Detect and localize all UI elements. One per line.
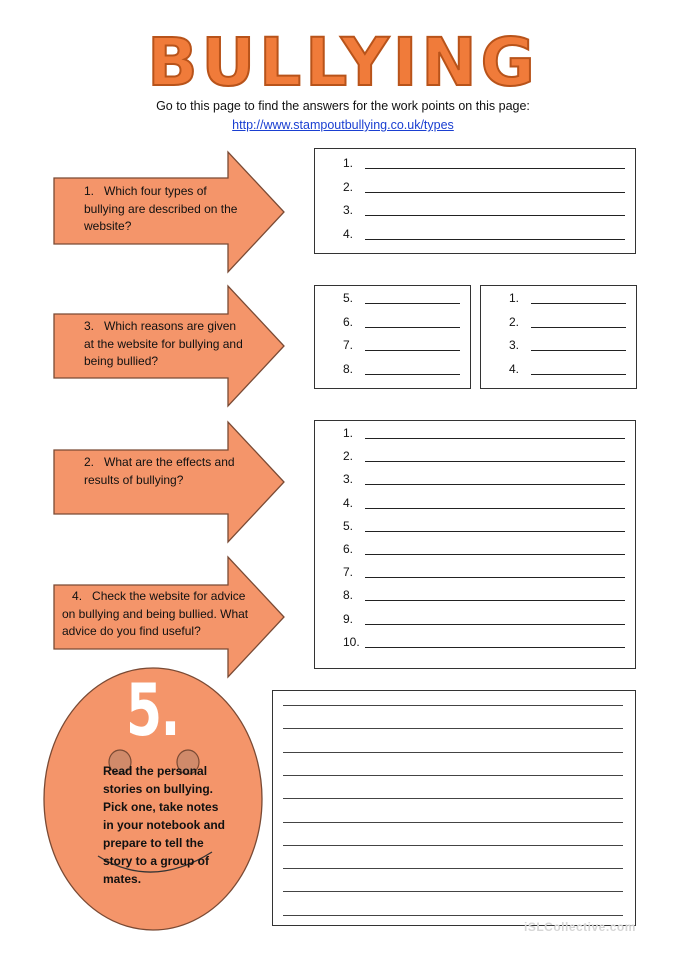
answer-line[interactable]: [509, 362, 626, 378]
link-line: [0, 118, 686, 132]
line-number: 4.: [509, 361, 520, 376]
question-text: Check the website for advice on bullying and being bullied. What advice do you find useful?: [62, 589, 249, 638]
question-2: [84, 454, 244, 489]
worksheet-title: BULLYING: [147, 24, 539, 101]
line-number: 1.: [343, 426, 354, 440]
answer-rule[interactable]: [365, 484, 625, 485]
question-number: 4.: [72, 589, 83, 603]
line-number: 3.: [509, 338, 520, 352]
answer-line[interactable]: [343, 565, 625, 581]
line-number: 6.: [343, 314, 354, 329]
question-number: 1.: [84, 184, 95, 198]
answer-rule[interactable]: [365, 531, 625, 532]
notes-line[interactable]: [283, 705, 623, 706]
instructions-text: Go to this page to find the answers for the work points on this page:: [156, 99, 530, 113]
answer-line[interactable]: [343, 227, 625, 243]
answer-line[interactable]: [343, 426, 625, 442]
notes-line[interactable]: [283, 728, 623, 729]
question-number: 3.: [84, 319, 95, 333]
answer-line[interactable]: [343, 588, 625, 604]
question-4: [62, 588, 252, 641]
line-number: 1.: [509, 291, 520, 305]
notes-line[interactable]: [283, 798, 623, 799]
watermark: iSLCollective.com: [524, 920, 636, 934]
task-5-number: 5.: [126, 668, 179, 752]
answer-line[interactable]: [343, 338, 460, 354]
answer-line[interactable]: [509, 315, 626, 331]
line-number: 10.: [343, 634, 360, 649]
question-number: 2.: [84, 455, 95, 469]
notes-line[interactable]: [283, 891, 623, 892]
answer-rule[interactable]: [531, 327, 626, 328]
answer-line[interactable]: [343, 519, 625, 535]
notes-line[interactable]: [283, 915, 623, 916]
answer-line[interactable]: [343, 542, 625, 558]
answer-line[interactable]: [343, 449, 625, 465]
answer-line[interactable]: [343, 472, 625, 488]
answer-rule[interactable]: [365, 577, 625, 578]
question-text: What are the effects and results of bullying?: [84, 455, 235, 487]
line-number: 3.: [343, 472, 354, 487]
answer-line[interactable]: [509, 291, 626, 307]
answer-line[interactable]: [343, 496, 625, 512]
line-number: 2.: [509, 314, 520, 329]
line-number: 8.: [343, 361, 354, 376]
line-number: 7.: [343, 565, 354, 580]
line-number: 2.: [343, 449, 354, 464]
answer-line[interactable]: [343, 362, 460, 378]
line-number: 1.: [343, 156, 354, 170]
answer-rule[interactable]: [365, 508, 625, 509]
question-1: [84, 183, 244, 236]
answer-rule[interactable]: [365, 327, 460, 328]
answer-line[interactable]: [343, 291, 460, 307]
question-text: Which reasons are given at the website for bullying and being bullied?: [84, 319, 243, 368]
answer-rule[interactable]: [531, 374, 626, 375]
answer-rule[interactable]: [365, 303, 460, 304]
answer-rule[interactable]: [365, 647, 625, 648]
answer-line[interactable]: [509, 338, 626, 354]
answer-line[interactable]: [343, 156, 625, 172]
answer-rule[interactable]: [365, 624, 625, 625]
answer-rule[interactable]: [365, 192, 625, 193]
notes-line[interactable]: [283, 822, 623, 823]
answer-rule[interactable]: [531, 303, 626, 304]
line-number: 4.: [343, 495, 354, 510]
question-3: [84, 318, 244, 371]
answer-rule[interactable]: [365, 374, 460, 375]
worksheet-title-wrap: [0, 24, 686, 101]
answer-rule[interactable]: [365, 215, 625, 216]
line-number: 7.: [343, 338, 354, 352]
answer-line[interactable]: [343, 203, 625, 219]
answer-rule[interactable]: [365, 438, 625, 439]
answer-rule[interactable]: [365, 600, 625, 601]
question-text: Which four types of bullying are described on the website?: [84, 184, 238, 233]
line-number: 6.: [343, 542, 354, 556]
line-number: 5.: [343, 291, 354, 305]
notes-line[interactable]: [283, 752, 623, 753]
line-number: 2.: [343, 179, 354, 194]
line-number: 3.: [343, 203, 354, 217]
line-number: 5.: [343, 518, 354, 533]
answer-rule[interactable]: [531, 350, 626, 351]
notes-line[interactable]: [283, 868, 623, 869]
notes-line[interactable]: [283, 845, 623, 846]
answer-rule[interactable]: [365, 554, 625, 555]
website-link[interactable]: http://www.stampoutbullying.co.uk/types: [232, 118, 454, 132]
line-number: 9.: [343, 611, 354, 626]
answer-line[interactable]: [343, 315, 460, 331]
answer-rule[interactable]: [365, 239, 625, 240]
line-number: 8.: [343, 588, 354, 603]
notes-line[interactable]: [283, 775, 623, 776]
answer-line[interactable]: [343, 612, 625, 628]
answer-line[interactable]: [343, 180, 625, 196]
answer-rule[interactable]: [365, 168, 625, 169]
task-5-text: Read the personal stories on bullying. Pick one, take notes in your notebook and prepare to tell the story to a group of mates.: [103, 764, 225, 886]
answer-line[interactable]: [343, 635, 625, 651]
answer-rule[interactable]: [365, 461, 625, 462]
answer-rule[interactable]: [365, 350, 460, 351]
line-number: 4.: [343, 226, 354, 241]
